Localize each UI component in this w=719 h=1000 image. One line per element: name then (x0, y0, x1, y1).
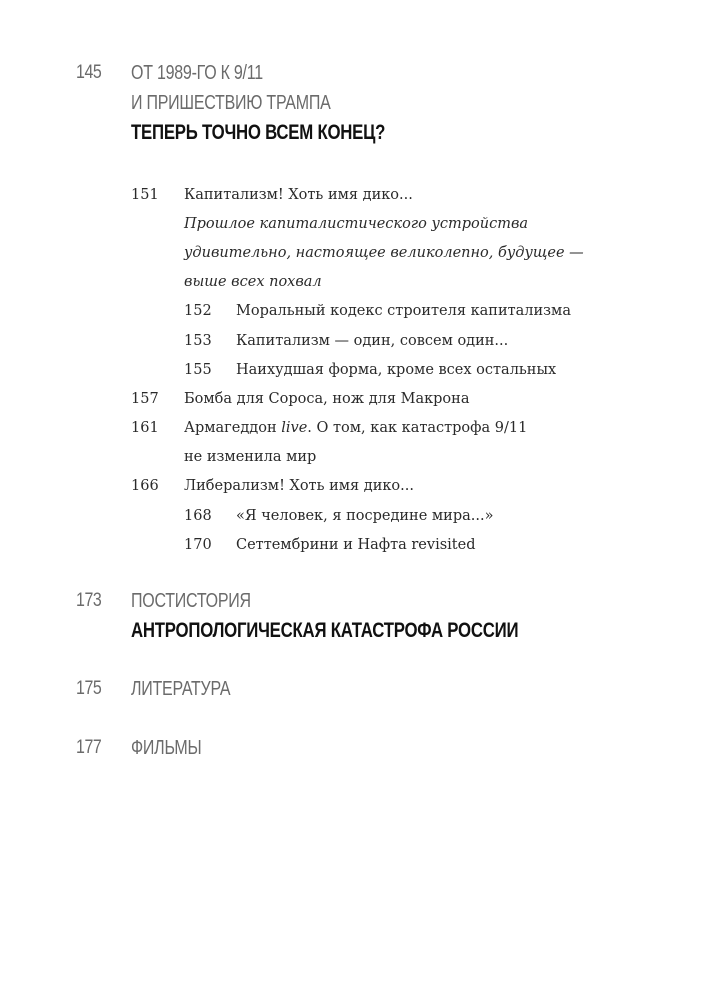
entry-subtitle-line: удивительно, настоящее великолепно, будущее — (184, 245, 584, 261)
entry-title: Капитализм! Хоть имя дико... (184, 187, 413, 203)
entry-title-part: Армагеддон (184, 420, 282, 436)
entry-page-number: 166 (131, 478, 159, 494)
section-heading-line: ЛИТЕРАТУРА (131, 678, 231, 700)
entry-title: Наихудшая форма, кроме всех остальных (236, 362, 557, 378)
section-heading-line: И ПРИШЕСТВИЮ ТРАМПА (131, 92, 331, 114)
section-heading-line: ОТ 1989-ГО К 9/11 (131, 62, 263, 84)
entry-page-number: 153 (184, 333, 212, 349)
entry-page-number: 168 (184, 508, 212, 524)
entry-page-number: 151 (131, 187, 159, 203)
entry-title (184, 420, 527, 436)
section-page-number: 173 (76, 590, 102, 611)
section-title: АНТРОПОЛОГИЧЕСКАЯ КАТАСТРОФА РОССИИ (131, 619, 519, 642)
entry-page-number: 170 (184, 537, 212, 553)
section-title: ТЕПЕРЬ ТОЧНО ВСЕМ КОНЕЦ? (131, 121, 386, 144)
entry-title: Моральный кодекс строителя капитализма (236, 303, 571, 319)
entry-page-number: 161 (131, 420, 159, 436)
entry-title-italic: live (281, 420, 308, 436)
entry-subtitle-line: выше всех похвал (184, 274, 322, 290)
entry-subtitle-line: Прошлое капиталистического устройства (184, 216, 529, 232)
entry-title: Либерализм! Хоть имя дико... (184, 478, 414, 494)
section-heading-line: ФИЛЬМЫ (131, 737, 202, 759)
entry-page-number: 152 (184, 303, 212, 319)
entry-title-part: . О том, как катастрофа 9/11 (307, 420, 528, 436)
entry-title: «Я человек, я посредине мира...» (236, 508, 494, 524)
entry-page-number: 157 (131, 391, 159, 407)
section-page-number: 145 (76, 62, 102, 83)
entry-title-line2: не изменила мир (184, 449, 317, 465)
section-page-number: 177 (76, 737, 102, 758)
entry-title: Бомба для Сороса, нож для Макрона (184, 391, 470, 407)
entry-title: Капитализм — один, совсем один... (236, 333, 509, 349)
entry-page-number: 155 (184, 362, 212, 378)
section-page-number: 175 (76, 678, 102, 699)
entry-title: Сеттембрини и Нафта revisited (236, 537, 476, 553)
section-heading-line: ПОСТИСТОРИЯ (131, 590, 251, 612)
